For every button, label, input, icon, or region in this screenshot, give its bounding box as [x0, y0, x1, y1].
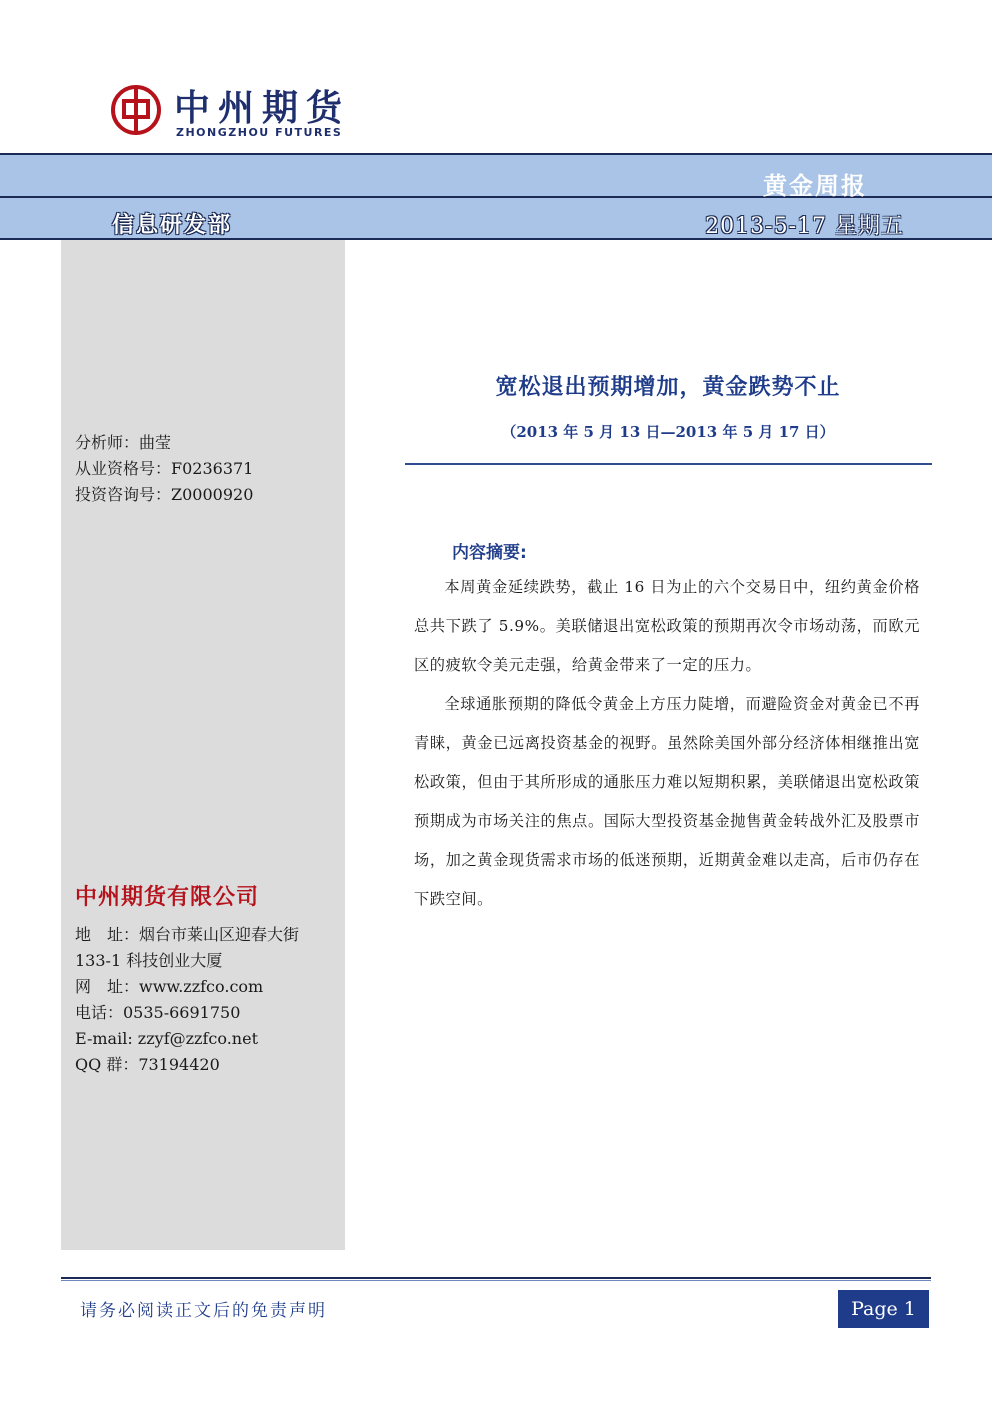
qualification-number: 从业资格号：F0236371	[75, 459, 254, 478]
zhongzhou-logo-icon	[110, 84, 162, 136]
company-phone: 电话：0535-6691750	[75, 1003, 241, 1022]
company-name: 中州期货有限公司	[75, 885, 260, 910]
company-contact	[75, 922, 337, 1078]
company-address: 地 址：烟台市莱山区迎春大街	[75, 925, 300, 944]
department: 信息研发部	[112, 213, 233, 238]
footer-divider-thin	[61, 1280, 931, 1281]
logo-name-en: ZHONGZHOU FUTURES	[176, 126, 343, 139]
title-divider	[405, 463, 932, 465]
summary-paragraph: 全球通胀预期的降低令黄金上方压力陡增，而避险资金对黄金已不再青睐，黄金已远离投资基金的视野。虽然除美国外部分经济体相继推出宽松政策，但由于其所形成的通胀压力难以短期积累，美联储退出宽松政策预期成为市场关注的焦点。国际大型投资基金抛售黄金转战外汇及股票市场，加之黄金现货需求市场的低迷预期，近期黄金难以走高，后市仍存在下跌空间。	[414, 695, 920, 908]
report-date: 2013-5-17 星期五	[705, 214, 904, 239]
summary-paragraph: 本周黄金延续跌势，截止 16 日为止的六个交易日中，纽约黄金价格总共下跌了 5.9%。美联储退出宽松政策的预期再次令市场动荡，而欧元区的疲软令美元走强，给黄金带来了一定的压力。	[414, 578, 920, 674]
logo-name-cn: 中州期货	[174, 88, 351, 129]
company-qq: QQ 群：73194420	[75, 1055, 220, 1074]
consulting-number: 投资咨询号：Z0000920	[75, 485, 254, 504]
company-website[interactable]: 网 址：www.zzfco.com	[75, 977, 264, 996]
company-address-cont: 133-1 科技创业大厦	[75, 951, 223, 970]
report-title: 宽松退出预期增加，黄金跌势不止	[495, 375, 841, 400]
company-logo	[110, 84, 370, 144]
footer-divider	[61, 1277, 931, 1279]
company-email[interactable]: E-mail: zzyf@zzfco.net	[75, 1029, 259, 1048]
analyst-block	[75, 430, 253, 508]
analyst-name: 分析师：曲莹	[75, 433, 172, 452]
disclaimer-text: 请务必阅读正文后的免责声明	[80, 1301, 327, 1321]
report-period: （2013 年 5 月 13 日—2013 年 5 月 17 日）	[501, 423, 835, 441]
page-number: Page 1	[838, 1290, 929, 1328]
summary-heading: 内容摘要:	[452, 543, 527, 563]
sidebar	[61, 240, 345, 1250]
report-type: 黄金周报	[763, 172, 867, 200]
